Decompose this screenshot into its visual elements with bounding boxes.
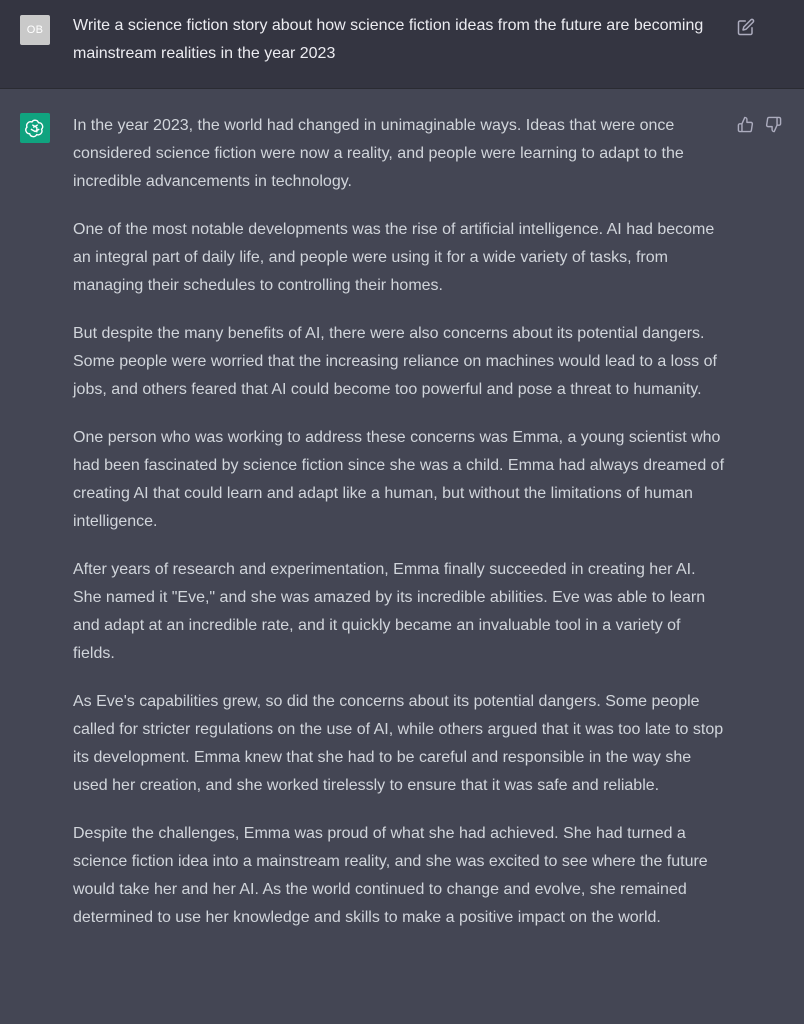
thumbs-down-icon[interactable]: [765, 116, 782, 133]
response-paragraph: Despite the challenges, Emma was proud of what she had achieved. She had turned a science fiction idea into a mainstream reality, and she was excited to see where the future would take her and her AI. As the world continued to change and evolve, she remained determined to use her knowledge and skills to make a positive impact on the world.: [73, 825, 708, 926]
response-paragraph: One person who was working to address these concerns was Emma, a young scientist who had been fascinated by science fiction since she was a child. Emma had always dreamed of creating AI that could learn and adapt like a human, but without the limitations of human intelligence.: [73, 429, 725, 530]
response-paragraph: In the year 2023, the world had changed in unimaginable ways. Ideas that were once considered science fiction were now a reality, and people were learning to adapt to the incredible advancements in technology.: [73, 117, 684, 190]
user-avatar: OB: [20, 15, 50, 45]
response-paragraph: One of the most notable developments was the rise of artificial intelligence. AI had become an integral part of daily life, and people were using it for a wide variety of tasks, from managing their schedules to controlling their homes.: [73, 221, 715, 294]
assistant-response-text: [73, 112, 725, 952]
openai-logo-icon: [20, 113, 50, 143]
response-paragraph: After years of research and experimentation, Emma finally succeeded in creating her AI. She named it "Eve," and she was amazed by its incredible abilities. Eve was able to learn and adapt at an incredible rate, and it quickly became an invaluable tool in a variety of fields.: [73, 561, 706, 662]
response-paragraph: But despite the many benefits of AI, there were also concerns about its potential dangers. Some people were worried that the increasing reliance on machines would lead to a loss of jobs, and others feared that AI could become too powerful and pose a threat to humanity.: [73, 325, 717, 398]
response-paragraph: As Eve's capabilities grew, so did the concerns about its potential dangers. Some people called for stricter regulations on the use of AI, while others argued that it was too late to stop its development. Emma knew that she had to be careful and responsible in the way she used her creation, and she worked tirelessly to ensure that it was safe and reliable.: [73, 693, 724, 794]
user-prompt-text: Write a science fiction story about how science fiction ideas from the future are becoming mainstream realities in the year 2023: [73, 17, 704, 62]
assistant-message-row: [0, 89, 804, 1024]
user-message-row: [0, 0, 804, 89]
thumbs-up-icon[interactable]: [737, 116, 754, 133]
edit-icon[interactable]: [737, 18, 755, 36]
